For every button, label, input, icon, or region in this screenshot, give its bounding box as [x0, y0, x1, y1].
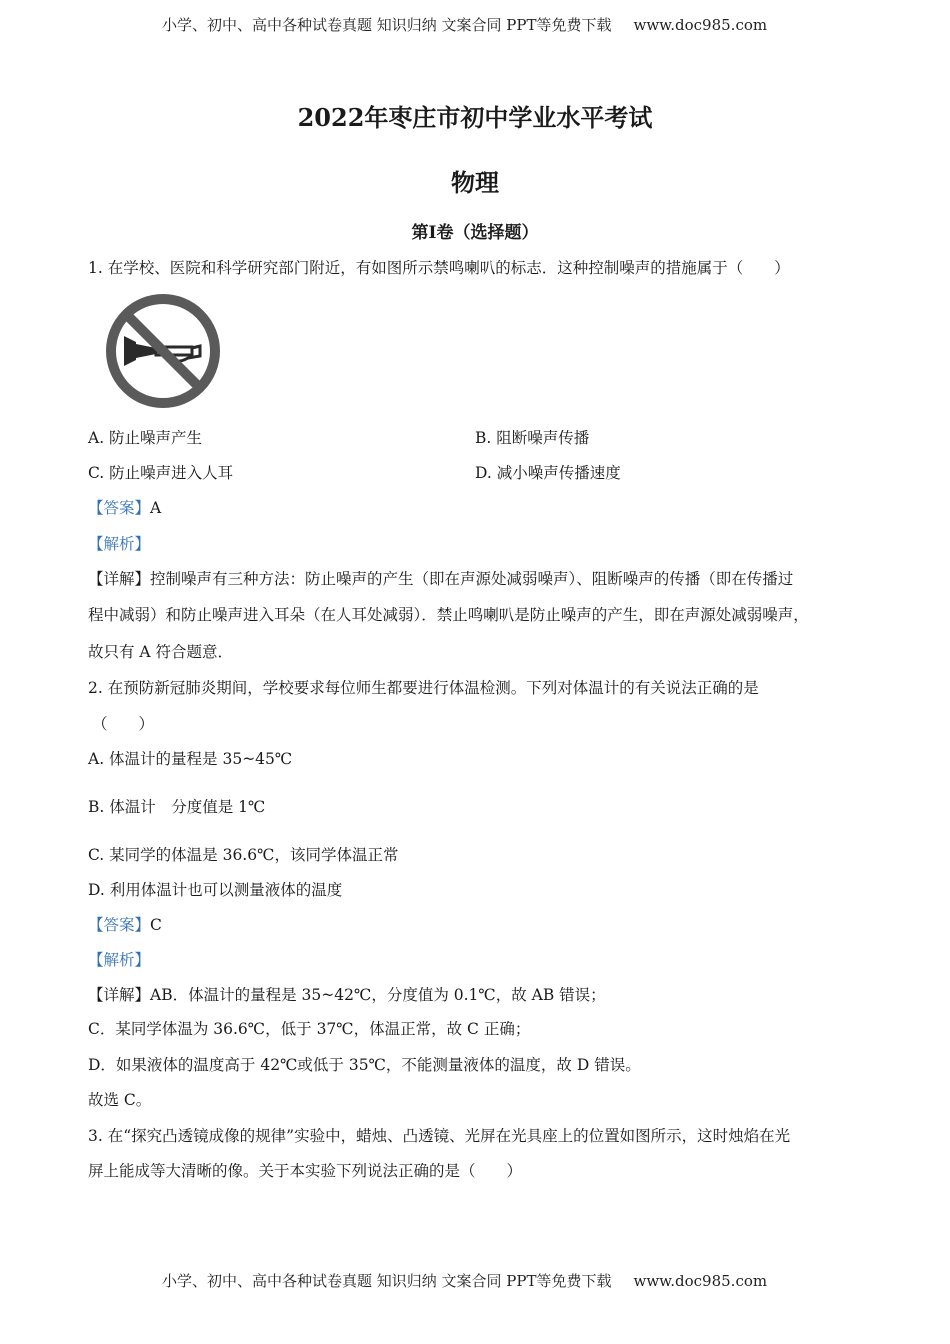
q1-detail-line-1: 【详解】控制噪声有三种方法：防止噪声的产生（即在声源处减弱噪声）、阻断噪声的传播（即在传播过 — [88, 570, 794, 588]
q2-detail-line-1: 【详解】AB．体温计的量程是 35~42℃，分度值为 0.1℃，故 AB 错误； — [88, 986, 606, 1004]
page-title: 2022年枣庄市初中学业水平考试 — [297, 103, 653, 132]
header-slogan: 小学、初中、高中各种试卷真题 知识归纳 文案合同 PPT等免费下载 — [162, 16, 612, 34]
footer-url[interactable]: www.doc985.com — [633, 1272, 768, 1290]
header-url[interactable]: www.doc985.com — [633, 16, 768, 34]
q2-option-a: A. 体温计的量程是 35~45℃ — [88, 750, 293, 768]
footer-bar — [162, 1270, 767, 1291]
q1-answer-value: A — [150, 499, 162, 517]
q2-analysis-label: 【解析】 — [88, 951, 151, 969]
q1-answer: 【答案】A — [88, 499, 162, 517]
q3-stem-line-2: 屏上能成等大清晰的像。关于本实验下列说法正确的是（ ） — [88, 1162, 523, 1180]
q2-stem-bracket: （ ） — [92, 715, 155, 733]
subject-title: 物理 — [451, 168, 499, 197]
q2-detail-line-3: D．如果液体的温度高于 42℃或低于 35℃，不能测量液体的温度，故 D 错误。 — [88, 1056, 641, 1074]
section-title: 第I卷（选择题） — [411, 223, 539, 243]
q2-answer-value: C — [150, 916, 162, 934]
q2-stem: 2. 在预防新冠肺炎期间，学校要求每位师生都要进行体温检测。下列对体温计的有关说法正确的是 — [88, 679, 759, 697]
q1-detail-line-2: 程中减弱）和防止噪声进入耳朵（在人耳处减弱）．禁止鸣喇叭是防止噪声的产生，即在声源处减弱噪声， — [88, 606, 809, 624]
q1-analysis-label: 【解析】 — [88, 535, 151, 553]
q1-option-b: B. 阻断噪声传播 — [475, 429, 590, 447]
q1-stem: 1. 在学校、医院和科学研究部门附近，有如图所示禁鸣喇叭的标志．这种控制噪声的措施属于（ ） — [88, 259, 790, 277]
q1-option-a: A. 防止噪声产生 — [88, 429, 203, 447]
no-horn-sign-icon — [104, 292, 222, 410]
q2-detail-line-4: 故选 C。 — [88, 1091, 152, 1109]
q1-option-d: D. 减小噪声传播速度 — [475, 464, 621, 482]
q1-option-c: C. 防止噪声进入人耳 — [88, 464, 234, 482]
header-bar — [162, 14, 767, 35]
q2-detail-line-2: C．某同学体温为 36.6℃，低于 37℃，体温正常，故 C 正确； — [88, 1020, 531, 1038]
q2-option-d: D. 利用体温计也可以测量液体的温度 — [88, 881, 343, 899]
q3-stem: 3. 在“探究凸透镜成像的规律”实验中，蜡烛、凸透镜、光屏在光具座上的位置如图所示，这时烛焰在光 — [88, 1127, 791, 1145]
q2-option-c: C. 某同学的体温是 36.6℃，该同学体温正常 — [88, 846, 399, 864]
q2-answer: 【答案】C — [88, 916, 162, 934]
q1-detail-line-3: 故只有 A 符合题意． — [88, 643, 234, 661]
footer-slogan: 小学、初中、高中各种试卷真题 知识归纳 文案合同 PPT等免费下载 — [162, 1272, 612, 1290]
q2-option-b: B. 体温计 分度值是 1℃ — [88, 798, 266, 816]
